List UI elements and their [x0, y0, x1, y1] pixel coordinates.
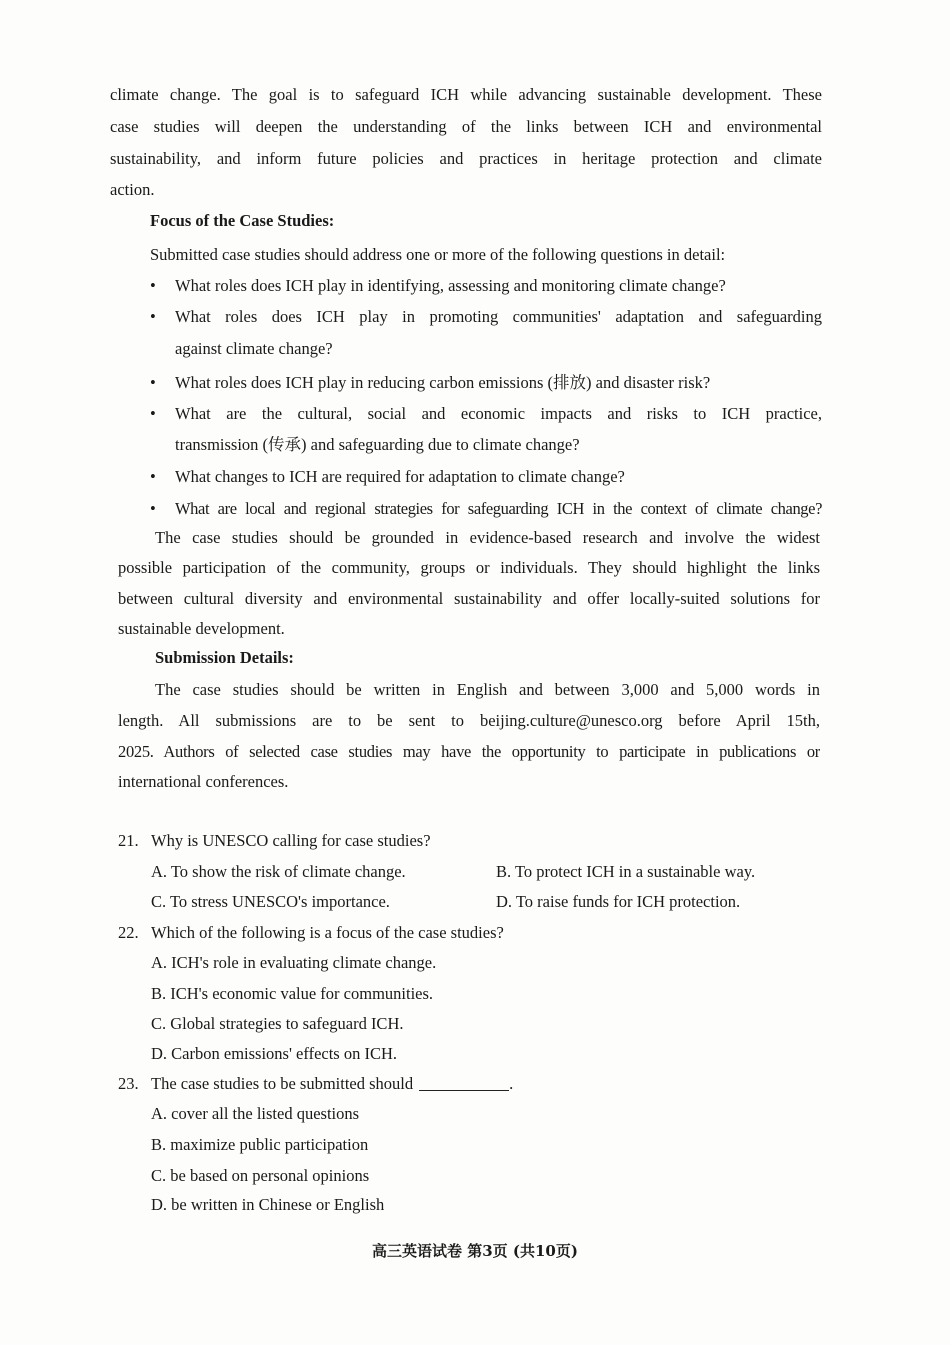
bullet-icon: • [150, 276, 156, 295]
text-line: The case studies should be written in English and between 3,000 and 5,000 words in [155, 680, 820, 699]
question-number: 21. [118, 831, 139, 850]
section-heading: Focus of the Case Studies: [150, 211, 335, 230]
question-stem: Which of the following is a focus of the case studies? [151, 923, 504, 942]
option-d: D. To raise funds for ICH protection. [496, 892, 741, 911]
option-c: C. be based on personal opinions [151, 1166, 370, 1185]
text-line: sustainability, and inform future policies and practices in heritage protection and climate [110, 149, 822, 168]
text-line: 2025. Authors of selected case studies may have the opportunity to participate in publications or [118, 742, 820, 761]
bullet-icon: • [150, 373, 156, 392]
option-a: A. cover all the listed questions [151, 1104, 360, 1123]
text-line: length. All submissions are to be sent to beijing.culture@unesco.org before April 15th, [118, 711, 820, 730]
bullet-item: What are the cultural, social and economic impacts and risks to ICH practice, [175, 404, 822, 423]
text-line: action. [110, 180, 155, 199]
bullet-icon: • [150, 404, 156, 423]
section-heading: Submission Details: [155, 648, 294, 667]
bullet-item: What changes to ICH are required for adaptation to climate change? [175, 467, 625, 486]
bullet-icon: • [150, 499, 156, 518]
bullet-item: What roles does ICH play in reducing carbon emissions (排放) and disaster risk? [175, 373, 711, 392]
question-stem-wrap [151, 1074, 513, 1094]
question-number: 23. [118, 1074, 139, 1093]
option-d: D. Carbon emissions' effects on ICH. [151, 1044, 398, 1063]
option-b: B. ICH's economic value for communities. [151, 984, 434, 1003]
question-stem: Why is UNESCO calling for case studies? [151, 831, 431, 850]
bullet-item-cont: against climate change? [175, 339, 333, 358]
question-number: 22. [118, 923, 139, 942]
text-line: case studies will deepen the understanding of the links between ICH and environmental [110, 117, 822, 136]
text-line: between cultural diversity and environmental sustainability and offer locally-suited solutions for [118, 589, 820, 608]
question-stem: The case studies to be submitted should [151, 1074, 414, 1093]
bullet-icon: • [150, 307, 156, 326]
page-footer: 高三英语试卷 第3页 (共10页) [372, 1242, 578, 1260]
text-line: climate change. The goal is to safeguard ICH while advancing sustainable development. These [110, 85, 822, 104]
text-line: possible participation of the community, groups or individuals. They should highlight the links [118, 558, 820, 577]
text-line: international conferences. [118, 772, 289, 791]
option-b: B. To protect ICH in a sustainable way. [496, 862, 756, 881]
answer-blank [419, 1090, 509, 1091]
stem-end: . [509, 1074, 514, 1093]
bullet-icon: • [150, 467, 156, 486]
option-a: A. To show the risk of climate change. [151, 862, 406, 881]
bullet-item-cont: transmission (传承) and safeguarding due to climate change? [175, 435, 580, 454]
text-line: sustainable development. [118, 619, 285, 638]
bullet-item: What are local and regional strategies for safeguarding ICH in the context of climate change? [175, 499, 822, 518]
option-a: A. ICH's role in evaluating climate change. [151, 953, 437, 972]
option-b: B. maximize public participation [151, 1135, 369, 1154]
text-line: The case studies should be grounded in evidence-based research and involve the widest [155, 528, 820, 547]
option-c: C. Global strategies to safeguard ICH. [151, 1014, 404, 1033]
bullet-item: What roles does ICH play in identifying, assessing and monitoring climate change? [175, 276, 726, 295]
option-c: C. To stress UNESCO's importance. [151, 892, 390, 911]
text-line: Submitted case studies should address one or more of the following questions in detail: [150, 245, 726, 264]
option-d: D. be written in Chinese or English [151, 1195, 385, 1214]
bullet-item: What roles does ICH play in promoting communities' adaptation and safeguarding [175, 307, 822, 326]
